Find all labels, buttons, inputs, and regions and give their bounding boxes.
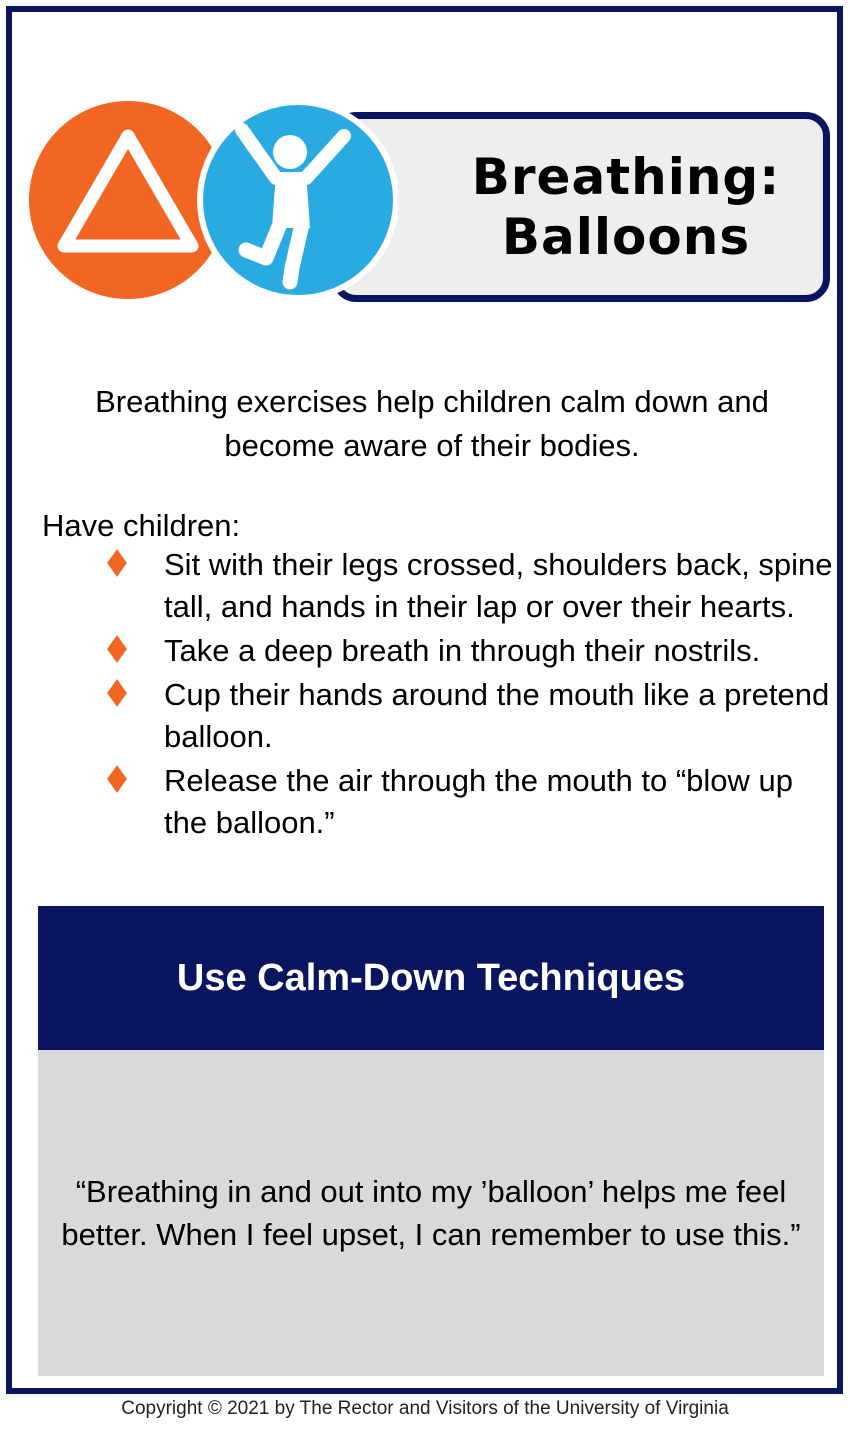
- intro-text: Breathing exercises help children calm down and become aware of their bodies.: [95, 384, 769, 463]
- list-item: [98, 630, 838, 672]
- step-text: Sit with their legs crossed, shoulders back, spine tall, and hands in their lap or over their hearts.: [164, 547, 833, 624]
- banner-text: Use Calm-Down Techniques: [176, 956, 686, 999]
- instructions-lead: Have children:: [42, 508, 241, 543]
- step-text: Take a deep breath in through their nostrils.: [164, 633, 761, 668]
- step-text: Release the air through the mouth to “blow up the balloon.”: [164, 763, 793, 840]
- quote-text: “Breathing in and out into my ’balloon’ helps me feel better. When I feel upset, I can remember to use this.”: [61, 1174, 801, 1252]
- step-text: Cup their hands around the mouth like a pretend balloon.: [164, 677, 830, 754]
- diamond-bullet-icon: [107, 635, 127, 663]
- list-item: [98, 674, 838, 758]
- section-banner: [38, 906, 824, 1050]
- jumping-child-icon: [200, 102, 396, 298]
- title-line-1: Breathing:: [471, 148, 781, 206]
- diamond-bullet-icon: [107, 549, 127, 577]
- diamond-bullet-icon: [107, 679, 127, 707]
- copyright-notice: Copyright © 2021 by The Rector and Visitors of the University of Virginia: [121, 1398, 729, 1419]
- activity-card: [6, 6, 843, 1394]
- title-line-2: Balloons: [501, 208, 751, 266]
- instruction-steps: [98, 544, 838, 846]
- logo: [28, 100, 398, 310]
- diamond-bullet-icon: [107, 765, 127, 793]
- title-box: [332, 112, 830, 302]
- list-item: [98, 760, 838, 844]
- quote-panel: [38, 1050, 824, 1376]
- list-item: [98, 544, 838, 628]
